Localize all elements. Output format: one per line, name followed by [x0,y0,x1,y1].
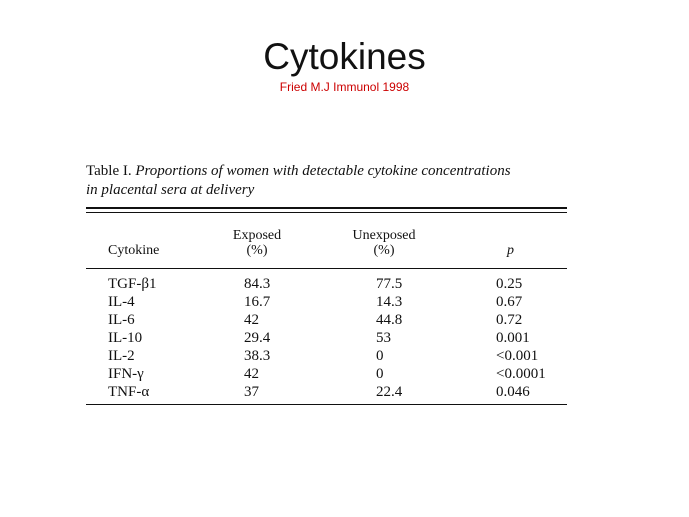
cell-exposed: 29.4 [244,330,271,346]
table-row [86,384,567,401]
cell-exposed: 42 [244,366,259,382]
cell-cytokine: IL-10 [108,330,143,346]
cell-exposed: 84.3 [244,276,271,292]
cell-p: <0.0001 [496,366,546,382]
header-p: p [507,243,514,258]
header-unexposed-label: Unexposed [352,228,416,243]
table-row [86,366,567,383]
cell-p: 0.72 [496,312,523,328]
slide-title: Cytokines [263,36,426,77]
header-exposed-unit: (%) [246,243,268,258]
table-top-rule-thin [86,212,567,213]
header-cytokine: Cytokine [108,243,160,258]
cell-exposed: 42 [244,312,259,328]
cell-cytokine: IL-4 [108,294,135,310]
table-row [86,330,567,347]
cell-cytokine: TNF-α [108,384,150,400]
table-caption-text-line1: Proportions of women with detectable cytokine concentrations [135,163,511,179]
cell-p: <0.001 [496,348,539,364]
cell-exposed: 38.3 [244,348,271,364]
table-row [86,276,567,293]
header-rule [86,268,567,269]
table-top-rule [86,207,567,209]
header-unexposed-unit: (%) [373,243,395,258]
table-row [86,348,567,365]
header-exposed [222,228,292,258]
cell-exposed: 37 [244,384,259,400]
cell-cytokine: IFN-γ [108,366,144,382]
table-caption-lead: Table I. [86,163,132,179]
table-caption [86,162,586,200]
cell-p: 0.046 [496,384,530,400]
cell-p: 0.67 [496,294,523,310]
table-row [86,294,567,311]
cell-cytokine: IL-2 [108,348,135,364]
table-caption-text-line2: in placental sera at delivery [86,182,255,198]
cell-unexposed: 14.3 [376,294,403,310]
cell-unexposed: 44.8 [376,312,403,328]
cell-p: 0.25 [496,276,523,292]
cell-unexposed: 53 [376,330,391,346]
cell-unexposed: 0 [376,348,384,364]
header-unexposed [344,228,424,258]
cell-p: 0.001 [496,330,530,346]
cell-unexposed: 77.5 [376,276,403,292]
header-exposed-label: Exposed [232,228,282,243]
cell-cytokine: TGF-β1 [108,276,157,292]
cell-unexposed: 22.4 [376,384,403,400]
cell-cytokine: IL-6 [108,312,135,328]
table-row [86,312,567,329]
table-bottom-rule [86,404,567,405]
cell-exposed: 16.7 [244,294,271,310]
slide-subtitle: Fried M.J Immunol 1998 [279,80,410,94]
cell-unexposed: 0 [376,366,384,382]
